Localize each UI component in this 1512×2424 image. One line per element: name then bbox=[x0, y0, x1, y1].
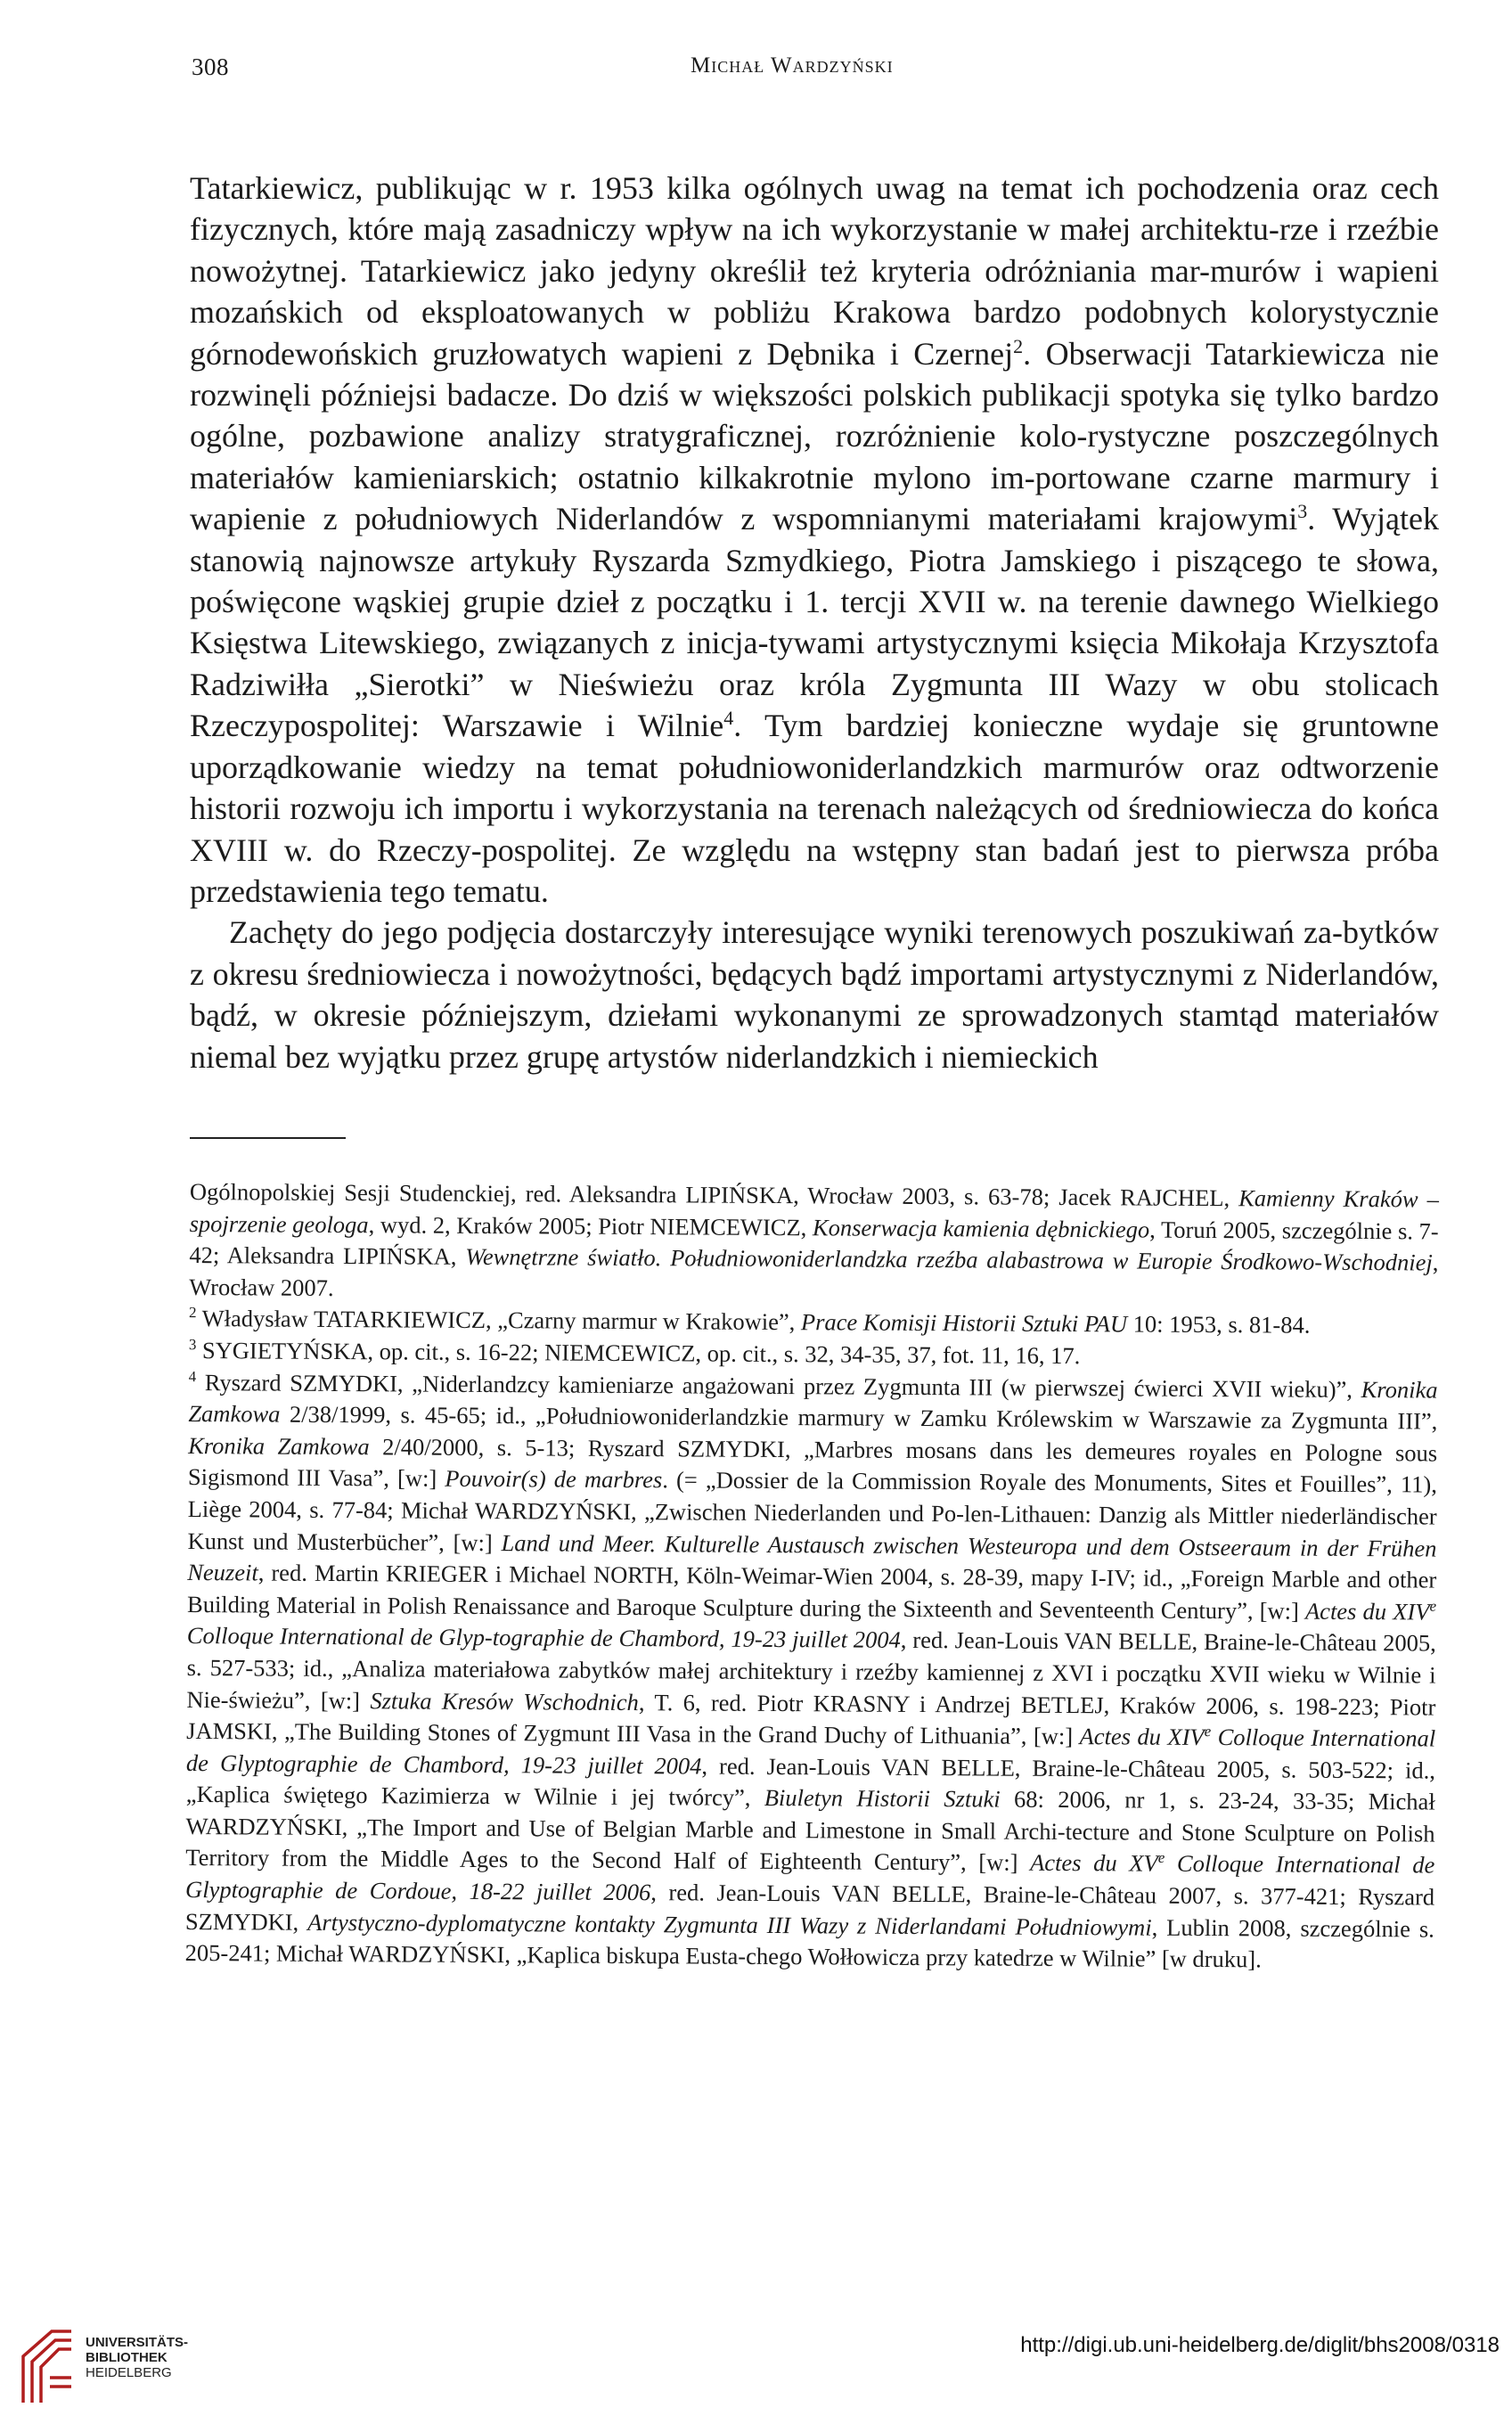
footnotes bbox=[185, 1176, 1439, 1977]
page-number: 308 bbox=[192, 53, 229, 80]
page-header bbox=[192, 53, 1439, 89]
running-head: Michał Wardzyński bbox=[691, 53, 894, 78]
footnote-ref[interactable]: 3 bbox=[1297, 500, 1308, 523]
library-name: UNIVERSITÄTS- BIBLIOTHEK HEIDELBERG bbox=[86, 2335, 189, 2380]
footnote-2: $^2$ Władysław TATARKIEWICZ, „Czarny marmur w Krakowie”, Prace Komisji Historii Sztuki PAU 10: 1953, s. 81-84. bbox=[189, 1304, 1311, 1339]
main-text bbox=[190, 168, 1439, 1077]
source-url-link[interactable]: http://digi.ub.uni-heidelberg.de/diglit/bhs2008/0318 bbox=[1020, 2333, 1500, 2357]
footnote-divider bbox=[190, 1137, 346, 1139]
footer-bar bbox=[0, 2313, 1512, 2424]
library-logo-icon bbox=[16, 2324, 78, 2406]
footnote-ref[interactable]: 2 bbox=[1013, 334, 1024, 357]
paragraph: Tatarkiewicz, publikując w r. 1953 kilka ogólnych uwag na temat ich pochodzenia oraz cech fizycznych, które mają zasadniczy wpływ na ich wykorzystanie w małej architektu-rze i rzeźbie nowożytnej. Tatarkiewicz jako jedyny określił też kryteria odróżniania mar-murów i wapieni mozańskich od eksploatowanych w pobliżu Krakowa bardzo podobnych kolorystycznie górnodewońskich gruzłowatych wapieni z Dębnika i Czernej$^2$. Obserwacji Tatarkiewicza nie rozwinęli późniejsi badacze. Do dziś w większości polskich publikacji spotyka się tylko bardzo ogólne, pozbawione analizy stratygraficznej, rozróżnienie kolo-rystyczne poszczególnych materiałów kamieniarskich; ostatnio kilkakrotnie mylono im-portowane czarne marmury i wapienie z południowych Niderlandów z wspomnianymi materiałami krajowymi$^3$. Wyjątek stanowią najnowsze artykuły Ryszarda Szmydkiego, Piotra Jamskiego i piszącego te słowa, poświęcone wąskiej grupie dzieł z początku i 1. tercji XVII w. na terenie dawnego Wielkiego Księstwa Litewskiego, związanych z inicja-tywami artystycznymi księcia Mikołaja Krzysztofa Radziwiłła „Sierotki” w Nieświeżu oraz króla Zygmunta III Wazy w obu stolicach Rzeczypospolitej: Warszawie i Wilnie$^4$. Tym bardziej konieczne wydaje się gruntowne uporządkowanie wiedzy na temat południowoniderlandzkich marmurów oraz odtworzenie historii rozwoju ich importu i wykorzystania na terenach należących od średniowiecza do końca XVIII w. do Rzeczy-pospolitej. Ze względu na wstępny stan badań jest to pierwsza próba przedstawienia tego tematu. bbox=[190, 170, 1440, 909]
footnote-continuation: Ogólnopolskiej Sesji Studenckiej, red. Aleksandra LIPIŃSKA, Wrocław 2003, s. 63-78; Jacek RAJCHEL, Kamienny Kraków – spojrzenie geologa, wyd. 2, Kraków 2005; Piotr NIEMCEWICZ, Konserwacja kamienia dębnickiego, Toruń 2005, szczególnie s. 7-42; Aleksandra LIPIŃSKA, Wewnętrzne światło. Południowoniderlandzka rzeźba alabastrowa w Europie Środkowo-Wschodniej, Wrocław 2007. bbox=[189, 1178, 1439, 1301]
footnote-3: $^3$ SYGIETYŃSKA, op. cit., s. 16-22; NIEMCEWICZ, op. cit., s. 32, 34-35, 37, fot. 11, 16, 17. bbox=[188, 1336, 1081, 1370]
paragraph: Zachęty do jego podjęcia dostarczyły interesujące wyniki terenowych poszukiwań za-bytków z okresu średniowiecza i nowożytności, będących bądź importami artystycznymi z Niderlandów, bądź, w okresie późniejszym, dziełami wykonanymi ze sprowadzonych stamtąd materiałów niemal bez wyjątku przez grupę artystów niderlandzkich i niemieckich bbox=[190, 914, 1439, 1075]
footnote-4: $^4$ Ryszard SZMYDKI, „Niderlandzcy kamieniarze angażowani przez Zygmunta III (w pierwszej ćwierci XVII wieku)”, Kronika Zamkowa 2/38/1999, s. 45-65; id., „Południowoniderlandzkie marmury w Zamku Królewskim w Warszawie za Zygmunta III”, Kronika Zamkowa 2/40/2000, s. 5-13; Ryszard SZMYDKI, „Marbres mosans dans les demeures royales en Pologne sous Sigismond III Vasa”, [w:] Pouvoir(s) de marbres. (= „Dossier de la Commission Royale des Monuments, Sites et Fouilles”, 11), Liège 2004, s. 77-84; Michał WARDZYŃSKI, „Zwischen Niederlanden und Po-len-Lithauen: Danzig als Mittler niederländischer Kunst und Musterbücher”, [w:] Land und Meer. Kulturelle Austausch zwischen Westeuropa und dem Ostseeraum in der Frühen Neuzeit, red. Martin KRIEGER i Michael NORTH, Köln-Weimar-Wien 2004, s. 28-39, mapy I-IV; id., „Foreign Marble and other Building Material in Polish Renaissance and Baroque Sculpture during the Sixteenth and Seventeenth Century”, [w:] Actes du XIVe Colloque International de Glyp-tographie de Chambord, 19-23 juillet 2004, red. Jean-Louis VAN BELLE, Braine-le-Château 2005, s. 527-533; id., „Analiza materiałowa zabytków małej architektury i rzeźby kamiennej z XVI i początku XVII wieku w Wilnie i Nie-świeżu”, [w:] Sztuka Kresów Wschodnich, T. 6, red. Piotr KRASNY i Andrzej BETLEJ, Kraków 2006, s. 198-223; Piotr JAMSKI, „The Building Stones of Zygmunt III Vasa in the Grand Duchy of Lithuania”, [w:] Actes du XIVe Colloque International de Glyptographie de Chambord, 19-23 juillet 2004, red. Jean-Louis VAN BELLE, Braine-le-Château 2005, s. 503-522; id., „Kaplica świętego Kazimierza w Wilnie i jej twórcy”, Biuletyn Historii Sztuki 68: 2006, nr 1, s. 23-24, 33-35; Michał WARDZYŃSKI, „The Import and Use of Belgian Marble and Limestone in Small Archi-tecture and Stone Sculpture on Polish Territory from the Middle Ages to the Second Half of Eighteenth Century”, [w:] Actes du XVe Colloque International de Glyptographie de Cordoue, 18-22 juillet 2006, red. Jean-Louis VAN BELLE, Braine-le-Château 2007, s. 377-421; Ryszard SZMYDKI, Artystyczno-dyplomatyczne kontakty Zygmunta III Wazy z Niderlandami Południowymi, Lublin 2008, szczególnie s. 205-241; Michał WARDZYŃSKI, „Kaplica biskupa Eusta-chego Wołłowicza przy katedrze w Wilnie” [w druku]. bbox=[184, 1367, 1438, 1973]
footnote-ref[interactable]: 4 bbox=[723, 707, 734, 730]
